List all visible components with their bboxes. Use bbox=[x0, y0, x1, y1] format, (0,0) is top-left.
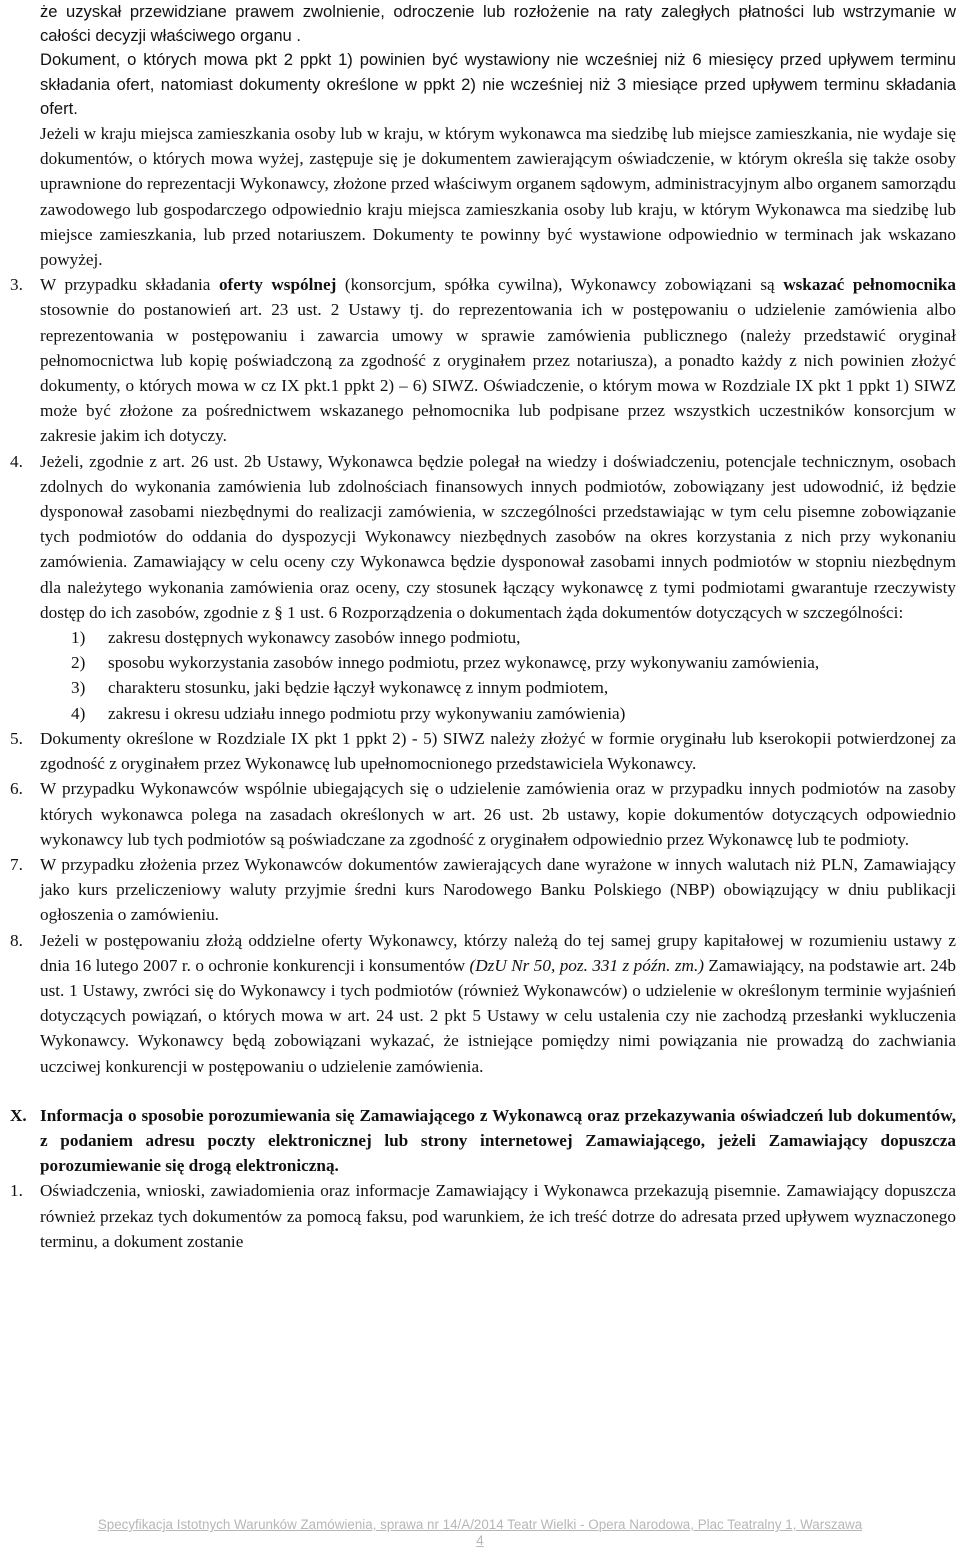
list-item-5 bbox=[10, 726, 956, 776]
paragraph-document-dates: Dokument, o których mowa pkt 2 ppkt 1) powinien być wystawiony nie wcześniej niż 6 miesięcy przed upływem terminu składania ofert, natomiast dokumenty określone w ppkt 2) nie wcześniej niż 3 miesiące przed upływem terminu składania ofert. bbox=[40, 50, 956, 118]
list-item-text: Jeżeli, zgodnie z art. 26 ust. 2b Ustawy, Wykonawca będzie polegał na wiedzy i doświadczeniu, potencjale technicznym, osobach zdolnych do wykonania zamówienia lub zdolnościach finansowych innych podmiotów, zobowiązany jest udowodnić, iż będzie dysponował zasobami niezbędnymi do realizacji zamówienia, w szczególności przedstawiając w tym celu pisemne zobowiązanie tych podmiotów do oddania do dyspozycji Wykonawcy niezbędnych zasobów na okres korzystania z nich przy wykonaniu zamówienia. Zamawiający w celu oceny czy Wykonawca będzie dysponował zasobami innych podmiotów w stopniu niezbędnym dla należytego wykonania zamówienia oraz oceny, czy stosunek łączący wykonawcę z tymi podmiotami gwarantuje rzeczywisty dostęp do ich zasobów, zgodnie z § 1 ust. 6 Rozporządzenia o dokumentach żąda dokumentów dotyczących w szczególności: bbox=[40, 451, 956, 622]
list-number: 1. bbox=[10, 1181, 23, 1201]
footer-text: Specyfikacja Istotnych Warunków Zamówienia, sprawa nr 14/A/2014 Teatr Wielki - Opera Narodowa, Plac Teatralny 1, Warszawa bbox=[97, 1517, 863, 1532]
sublist-item: 2) sposobu wykorzystania zasobów innego podmiotu, przez wykonawcę, przy wykonywaniu zamówienia, bbox=[71, 653, 820, 673]
list-item-text: Jeżeli w postępowaniu złożą oddzielne oferty Wykonawcy, którzy należą do tej samej grupy kapitałowej w rozumieniu ustawy z dnia 16 lutego 2007 r. o ochronie konkurencji i konsumentów (DzU Nr 50, poz. 331 z późn. zm.) Zamawiający, na podstawie art. 24b ust. 1 Ustawy, zwróci się do Wykonawcy i tych podmiotów (również Wykonawców) o udzielenie w określonym terminie wyjaśnień dotyczących powiązań, o których mowa w art. 24 ust. 2 pkt 5 Ustawy w celu ustalenia czy nie zachodzą przesłanki wykluczenia Wykonawcy. Wykonawcy będą zobowiązani wykazać, że istniejące pomiędzy nimi powiązania nie prowadzą do zachwiania uczciwej konkurencji w postępowaniu o udzielenie zamówienia. bbox=[40, 930, 957, 1076]
list-number: 8. bbox=[10, 930, 23, 950]
section-title: Informacja o sposobie porozumiewania się Zamawiającego z Wykonawcą oraz przekazywania oświadczeń lub dokumentów, z podaniem adresu poczty elektronicznej lub strony internetowej Zamawiającego, jeżeli Zamawiający dopuszcza porozumiewanie się drogą elektroniczną. bbox=[40, 1105, 956, 1176]
section-item-1 bbox=[10, 1178, 956, 1254]
document-body bbox=[10, 0, 956, 1254]
page-footer bbox=[0, 1517, 960, 1549]
section-number: X. bbox=[10, 1105, 27, 1125]
list-item-text: W przypadku Wykonawców wspólnie ubiegających się o udzielenie zamówienia oraz w przypadku innych podmiotów na zasoby których wykonawca polega na zasadach określonych w art. 26 ust. 2b ustawy, kopie dokumentów dotyczących odpowiednio wykonawcy lub tych podmiotów są poświadczane za zgodność z oryginałem odpowiednio przez Wykonawcę lub te podmioty. bbox=[40, 779, 956, 849]
list-number: 4. bbox=[10, 451, 23, 471]
sublist-item: 4) zakresu i okresu udziału innego podmiotu przy wykonywaniu zamówienia) bbox=[71, 703, 626, 723]
sublist-item: 3) charakteru stosunku, jaki będzie łączył wykonawcę z innym podmiotem, bbox=[71, 678, 609, 698]
list-item-6 bbox=[10, 776, 956, 852]
list-item-text: W przypadku złożenia przez Wykonawców dokumentów zawierających dane wyrażone w innych walutach niż PLN, Zamawiający jako kurs przeliczeniowy waluty przyjmie średni kurs Narodowego Banku Polskiego (NBP) obowiązujący w dniu publikacji ogłoszenia o zamówieniu. bbox=[40, 854, 956, 925]
list-item-text: Oświadczenia, wnioski, zawiadomienia oraz informacje Zamawiający i Wykonawca przekazują pisemnie. Zamawiający dopuszcza również przekaz tych dokumentów za pomocą faksu, pod warunkiem, że ich treść dotrze do adresata przed upływem wyznaczonego terminu, a dokument zostanie bbox=[40, 1181, 956, 1251]
list-number: 3. bbox=[10, 275, 23, 295]
list-item-3 bbox=[10, 272, 956, 448]
list-item-4 bbox=[10, 449, 956, 625]
list-number: 7. bbox=[10, 854, 23, 874]
sublist-item: 1) zakresu dostępnych wykonawcy zasobów innego podmiotu, bbox=[71, 628, 521, 648]
list-number: 6. bbox=[10, 779, 23, 799]
page-number: 4 bbox=[476, 1533, 484, 1548]
continuation-text: że uzyskał przewidziane prawem zwolnienie, odroczenie lub rozłożenie na raty zaległych płatności lub wstrzymanie w całości decyzji właściwego organu . bbox=[40, 2, 956, 46]
section-heading bbox=[10, 1103, 956, 1179]
list-item-text: Dokumenty określone w Rozdziale IX pkt 1 ppkt 2) - 5) SIWZ należy złożyć w formie oryginału lub kserokopii potwierdzonej za zgodność z oryginałem przez Wykonawcę lub upełnomocnionego przedstawiciela Wykonawcy. bbox=[40, 728, 956, 774]
list-item-8 bbox=[10, 928, 956, 1079]
list-item-7 bbox=[10, 852, 956, 928]
list-item-text: W przypadku składania oferty wspólnej (konsorcjum, spółka cywilna), Wykonawcy zobowiązani są wskazać pełnomocnika stosownie do postanowień art. 23 ust. 2 Ustawy tj. do reprezentowania ich w postępowaniu o udzielenie zamówienia albo reprezentowania w postępowaniu i zawarcia umowy w sprawie zamówienia publicznego (należy przedstawić oryginał pełnomocnictwa lub kopię poświadczoną za zgodność z oryginałem przez notariusza), a ponadto każdy z nich powinien złożyć dokumenty, o których mowa w cz IX pkt.1 ppkt 2) – 6) SIWZ. Oświadczenie, o którym mowa w Rozdziale IX pkt 1 ppkt 1) SIWZ może być złożone za pośrednictwem wskazanego pełnomocnika lub podpisane przez wszystkich uczestników konsorcjum w zakresie jakim ich dotyczy. bbox=[40, 275, 956, 446]
list-number: 5. bbox=[10, 728, 23, 748]
paragraph-foreign-documents: Jeżeli w kraju miejsca zamieszkania osoby lub w kraju, w którym wykonawca ma siedzibę lub miejsce zamieszkania, nie wydaje się dokumentów, o których mowa wyżej, zastępuje się je dokumentem zawierającym oświadczenie, w którym określa się także osoby uprawnione do reprezentacji Wykonawcy, złożone przed właściwym organem sądowym, administracyjnym albo organem samorządu zawodowego lub gospodarczego odpowiednio kraju miejsca zamieszkania osoby lub kraju, w którym Wykonawca ma siedzibę lub miejsce zamieszkania, lub przed notariuszem. Dokumenty te powinny być wystawione odpowiednio w terminach jak wskazano powyżej. bbox=[40, 124, 956, 270]
